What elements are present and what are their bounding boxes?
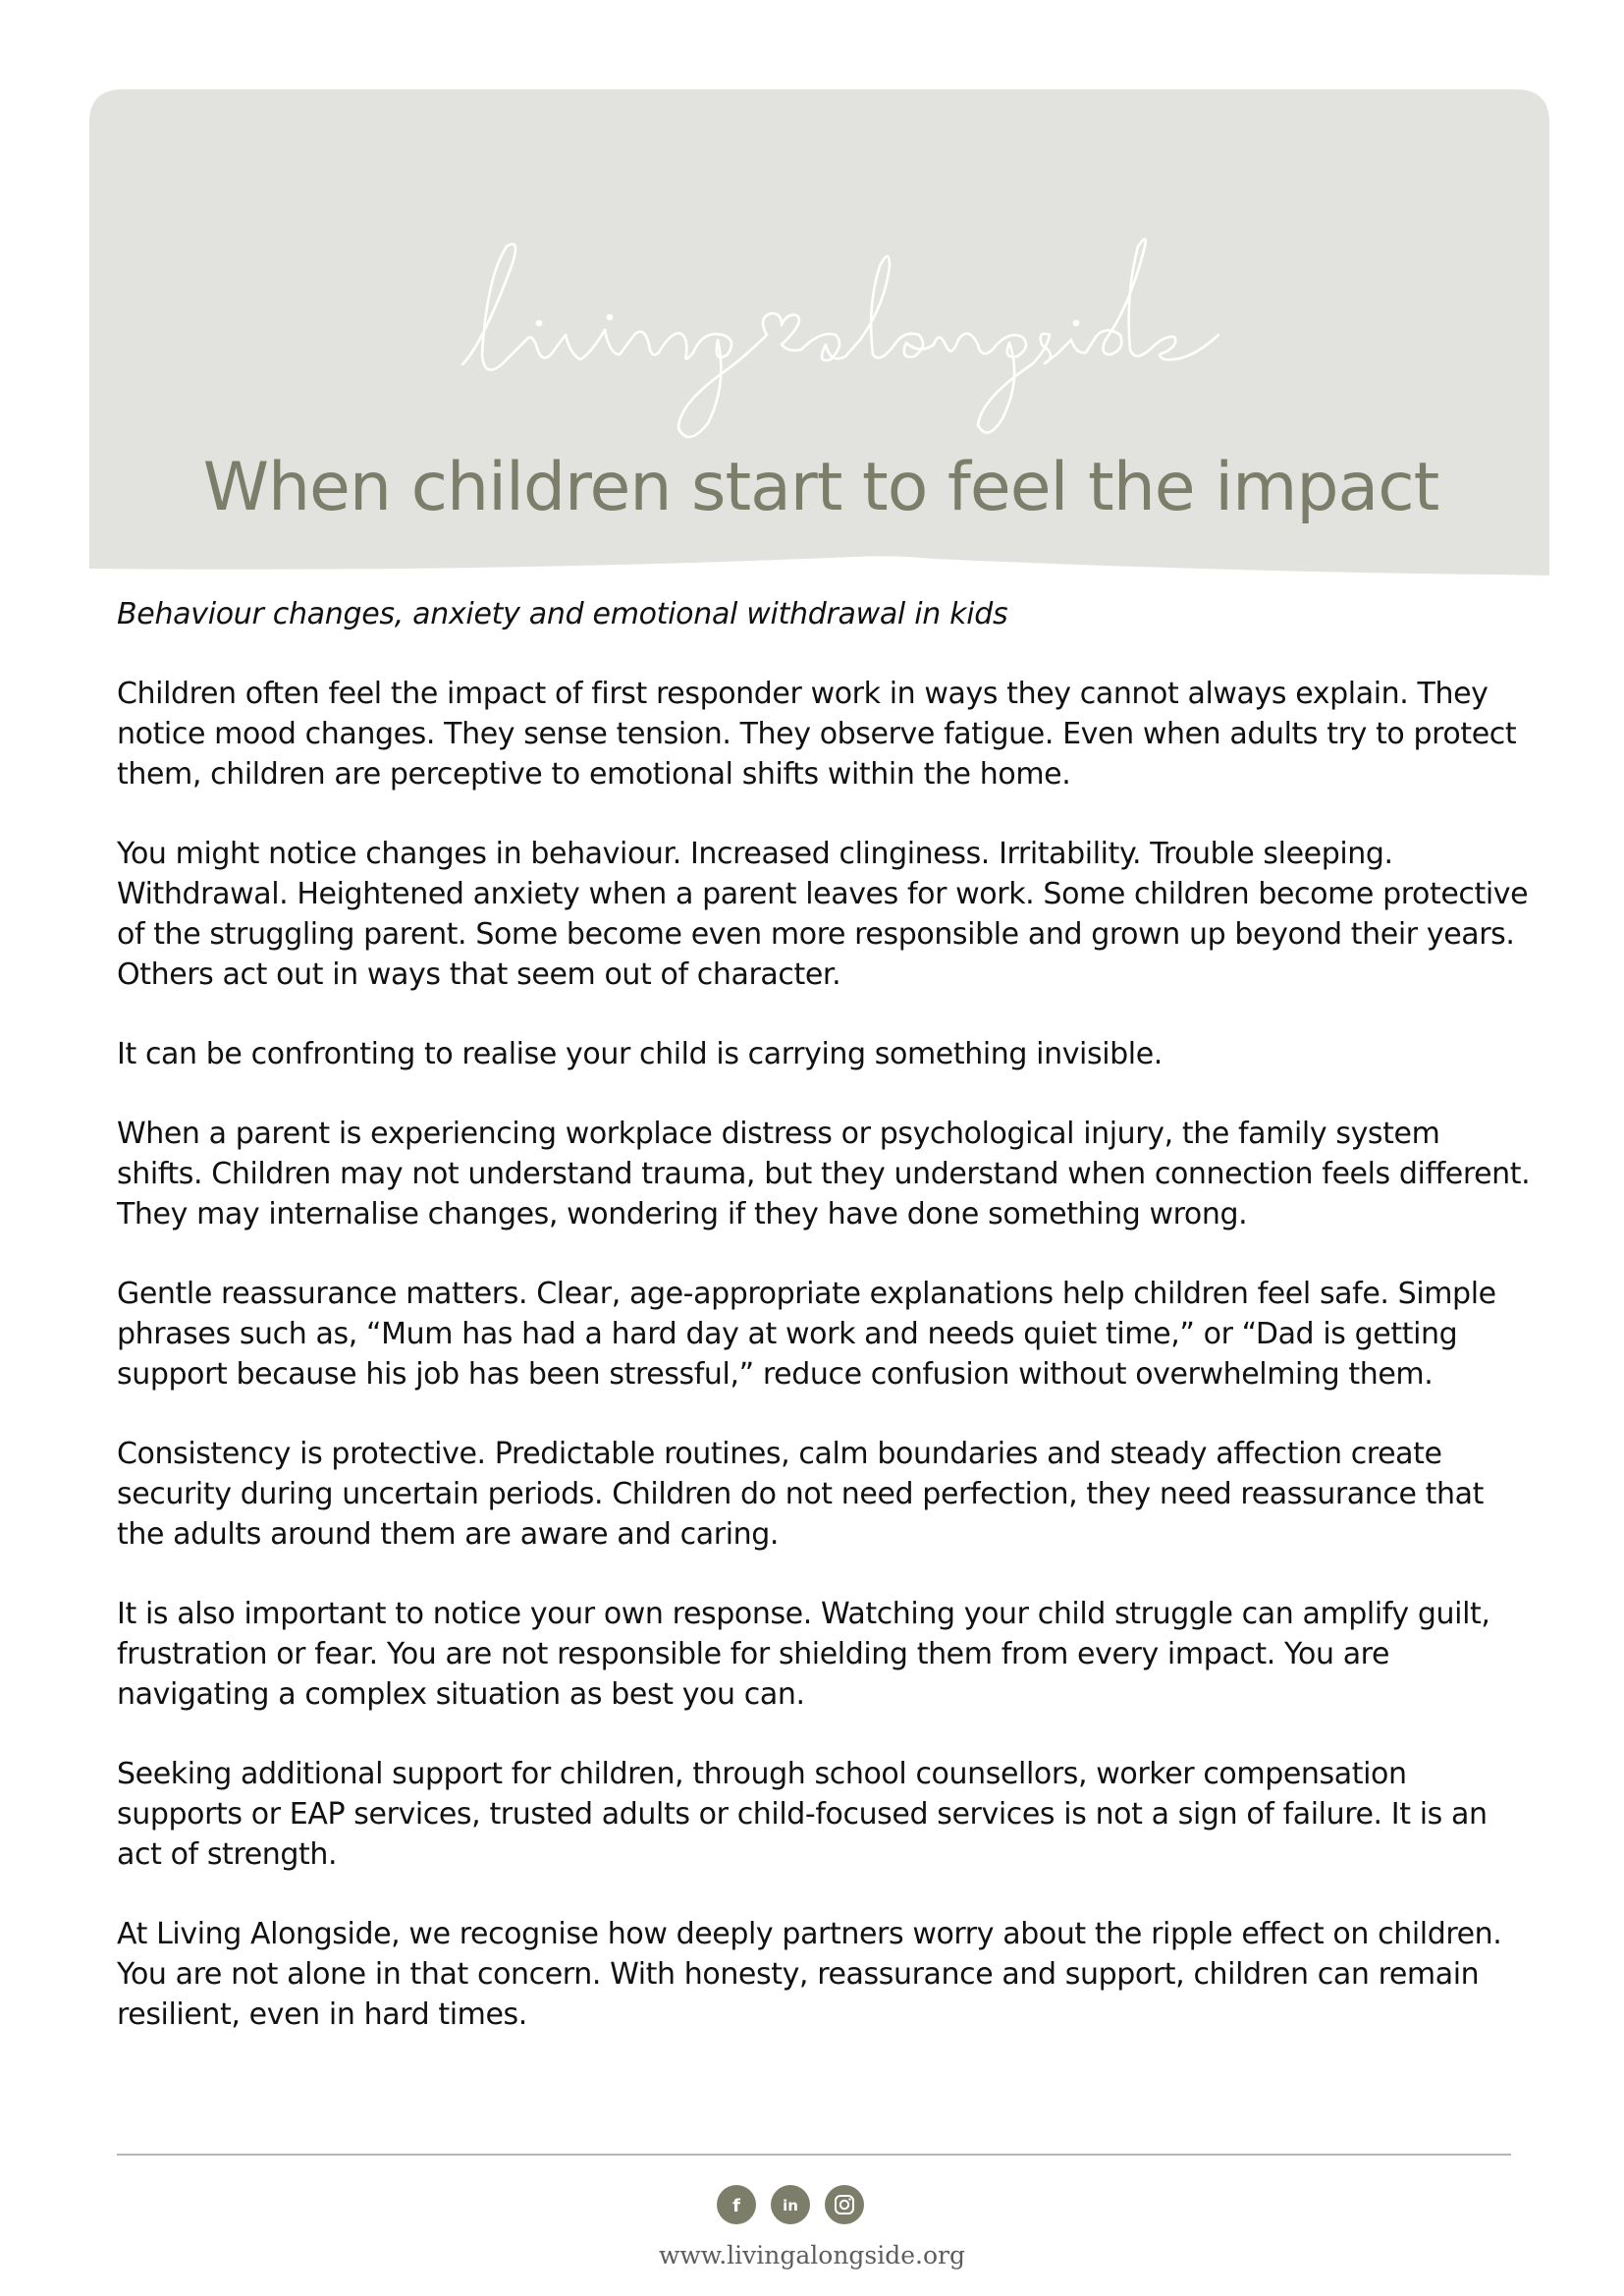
footer-divider xyxy=(117,2154,1511,2156)
paragraph: Gentle reassurance matters. Clear, age-appropriate explanations help children feel safe. Simple phrases such as, “Mum has had a hard day at work and needs quiet time,” or “Dad is getting support because his job has been stressful,” reduce confusion without overwhelming them. xyxy=(117,1277,1496,1392)
svg-text:f: f xyxy=(732,2196,740,2216)
header-banner xyxy=(89,89,1549,580)
page-title: When children start to feel the impact xyxy=(202,449,1439,526)
facebook-icon[interactable] xyxy=(717,2185,756,2224)
paragraph: You might notice changes in behaviour. Increased clinginess. Irritability. Trouble sleeping. Withdrawal. Heightened anxiety when a parent leaves for work. Some children become protective of the struggling parent. Some become even more responsible and grown up beyond their years. Others act out in ways that seem out of character. xyxy=(117,837,1529,992)
instagram-icon[interactable] xyxy=(825,2185,864,2224)
paragraph: Seeking additional support for children, through school counsellors, worker compensation supports or EAP services, trusted adults or child-focused services is not a sign of failure. It is an act of strength. xyxy=(117,1757,1488,1872)
svg-text:in: in xyxy=(783,2197,798,2214)
linkedin-icon[interactable] xyxy=(771,2185,810,2224)
article-subtitle: Behaviour changes, anxiety and emotional withdrawal in kids xyxy=(117,597,1008,631)
paragraph: Children often feel the impact of first responder work in ways they cannot always explain. They notice mood changes. They sense tension. They observe fatigue. Even when adults try to protect them, children are perceptive to emotional shifts within the home. xyxy=(117,677,1517,792)
paragraph: At Living Alongside, we recognise how deeply partners worry about the ripple effect on children. You are not alone in that concern. With honesty, reassurance and support, children can remain resilient, even in hard times. xyxy=(117,1917,1502,2032)
paragraph: Consistency is protective. Predictable routines, calm boundaries and steady affection create security during uncertain periods. Children do not need perfection, they need reassurance that the adults around them are aware and caring. xyxy=(117,1437,1484,1552)
paragraph: It can be confronting to realise your child is carrying something invisible. xyxy=(117,1037,1163,1071)
website-url[interactable]: www.livingalongside.org xyxy=(658,2241,966,2269)
social-links xyxy=(717,2185,874,2228)
living-alongside-logo xyxy=(443,207,1228,443)
article-body xyxy=(117,594,1531,2074)
paragraph: It is also important to notice your own response. Watching your child struggle can amplify guilt, frustration or fear. You are not responsible for shielding them from every impact. You are navigating a complex situation as best you can. xyxy=(117,1597,1490,1712)
paragraph: When a parent is experiencing workplace distress or psychological injury, the family system shifts. Children may not understand trauma, but they understand when connection feels different. They may internalise changes, wondering if they have done something wrong. xyxy=(117,1117,1531,1231)
